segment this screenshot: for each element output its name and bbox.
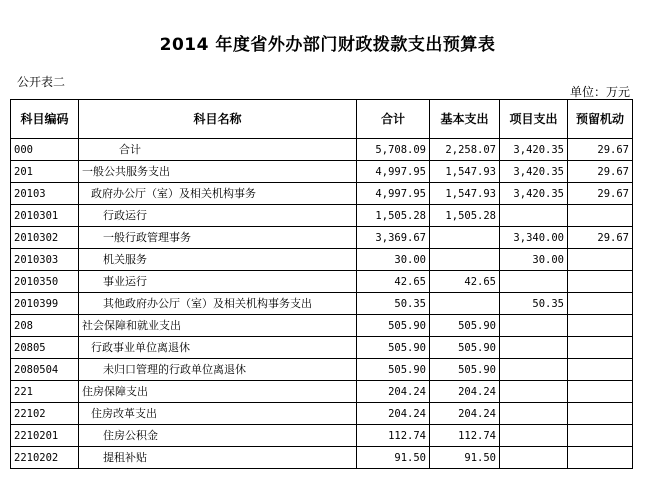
- table-row: [11, 271, 633, 293]
- cell-code: 22102: [11, 403, 79, 425]
- cell-reserve: [568, 425, 633, 447]
- cell-project: [500, 447, 568, 469]
- cell-basic: 2,258.07: [430, 139, 500, 161]
- cell-reserve: [568, 337, 633, 359]
- header-project: 项目支出: [500, 100, 568, 139]
- cell-total: 4,997.95: [357, 183, 430, 205]
- cell-project: [500, 315, 568, 337]
- cell-code: 000: [11, 139, 79, 161]
- table-row: [11, 293, 633, 315]
- cell-basic: 1,505.28: [430, 205, 500, 227]
- cell-total: 112.74: [357, 425, 430, 447]
- table-row: [11, 227, 633, 249]
- cell-name: 合计: [79, 139, 357, 161]
- cell-basic: 505.90: [430, 359, 500, 381]
- cell-code: 20805: [11, 337, 79, 359]
- cell-reserve: 29.67: [568, 139, 633, 161]
- cell-code: 2010303: [11, 249, 79, 271]
- cell-name: 一般行政管理事务: [79, 227, 357, 249]
- cell-basic: 42.65: [430, 271, 500, 293]
- table-row: [11, 359, 633, 381]
- cell-total: 42.65: [357, 271, 430, 293]
- cell-basic: 112.74: [430, 425, 500, 447]
- cell-name: 未归口管理的行政单位离退休: [79, 359, 357, 381]
- cell-project: 3,420.35: [500, 183, 568, 205]
- cell-total: 3,369.67: [357, 227, 430, 249]
- cell-total: 204.24: [357, 403, 430, 425]
- cell-project: [500, 403, 568, 425]
- cell-project: 50.35: [500, 293, 568, 315]
- cell-code: 2210202: [11, 447, 79, 469]
- cell-basic: 1,547.93: [430, 161, 500, 183]
- cell-project: [500, 205, 568, 227]
- cell-total: 4,997.95: [357, 161, 430, 183]
- cell-name: 住房改革支出: [79, 403, 357, 425]
- cell-reserve: [568, 293, 633, 315]
- cell-code: 2010302: [11, 227, 79, 249]
- cell-code: 221: [11, 381, 79, 403]
- cell-name: 住房公积金: [79, 425, 357, 447]
- cell-basic: 505.90: [430, 337, 500, 359]
- page-title: 2014 年度省外办部门财政拨款支出预算表: [159, 35, 496, 55]
- cell-basic: 1,547.93: [430, 183, 500, 205]
- cell-project: 30.00: [500, 249, 568, 271]
- cell-code: 2080504: [11, 359, 79, 381]
- cell-total: 30.00: [357, 249, 430, 271]
- cell-reserve: [568, 403, 633, 425]
- cell-code: 2210201: [11, 425, 79, 447]
- cell-total: 505.90: [357, 337, 430, 359]
- cell-code: 2010399: [11, 293, 79, 315]
- cell-code: 201: [11, 161, 79, 183]
- cell-name: 机关服务: [79, 249, 357, 271]
- table-row: [11, 139, 633, 161]
- cell-reserve: [568, 447, 633, 469]
- cell-code: 20103: [11, 183, 79, 205]
- cell-project: [500, 425, 568, 447]
- cell-total: 505.90: [357, 359, 430, 381]
- cell-basic: 91.50: [430, 447, 500, 469]
- cell-reserve: [568, 359, 633, 381]
- cell-code: 2010301: [11, 205, 79, 227]
- cell-name: 住房保障支出: [79, 381, 357, 403]
- table-label: 公开表二: [17, 75, 66, 89]
- cell-name: 社会保障和就业支出: [79, 315, 357, 337]
- cell-reserve: [568, 271, 633, 293]
- cell-reserve: [568, 205, 633, 227]
- cell-reserve: 29.67: [568, 227, 633, 249]
- table-row: [11, 249, 633, 271]
- table-row: [11, 381, 633, 403]
- cell-code: 208: [11, 315, 79, 337]
- cell-name: 行政事业单位离退休: [79, 337, 357, 359]
- cell-total: 204.24: [357, 381, 430, 403]
- cell-project: [500, 337, 568, 359]
- cell-project: [500, 271, 568, 293]
- table-row: [11, 183, 633, 205]
- cell-basic: 204.24: [430, 403, 500, 425]
- table-row: [11, 315, 633, 337]
- cell-total: 5,708.09: [357, 139, 430, 161]
- table-row: [11, 425, 633, 447]
- cell-basic: [430, 227, 500, 249]
- cell-basic: 204.24: [430, 381, 500, 403]
- table-row: [11, 403, 633, 425]
- cell-total: 50.35: [357, 293, 430, 315]
- cell-name: 政府办公厅（室）及相关机构事务: [79, 183, 357, 205]
- cell-basic: 505.90: [430, 315, 500, 337]
- cell-total: 1,505.28: [357, 205, 430, 227]
- cell-reserve: 29.67: [568, 161, 633, 183]
- cell-name: 一般公共服务支出: [79, 161, 357, 183]
- cell-name: 行政运行: [79, 205, 357, 227]
- cell-reserve: [568, 381, 633, 403]
- cell-total: 91.50: [357, 447, 430, 469]
- cell-total: 505.90: [357, 315, 430, 337]
- cell-reserve: [568, 315, 633, 337]
- table-row: [11, 337, 633, 359]
- table-header-row: [11, 100, 633, 139]
- header-name: 科目名称: [79, 100, 357, 139]
- header-basic: 基本支出: [430, 100, 500, 139]
- header-total: 合计: [357, 100, 430, 139]
- cell-name: 其他政府办公厅（室）及相关机构事务支出: [79, 293, 357, 315]
- cell-basic: [430, 293, 500, 315]
- budget-table: [10, 99, 633, 469]
- cell-project: 3,420.35: [500, 139, 568, 161]
- cell-project: [500, 359, 568, 381]
- header-code: 科目编码: [11, 100, 79, 139]
- table-row: [11, 447, 633, 469]
- cell-project: [500, 381, 568, 403]
- unit-label: 单位：万元: [569, 85, 630, 99]
- cell-code: 2010350: [11, 271, 79, 293]
- cell-basic: [430, 249, 500, 271]
- table-row: [11, 161, 633, 183]
- cell-reserve: [568, 249, 633, 271]
- table-row: [11, 205, 633, 227]
- cell-name: 事业运行: [79, 271, 357, 293]
- cell-name: 提租补贴: [79, 447, 357, 469]
- cell-project: 3,340.00: [500, 227, 568, 249]
- cell-reserve: 29.67: [568, 183, 633, 205]
- header-reserve: 预留机动: [568, 100, 633, 139]
- cell-project: 3,420.35: [500, 161, 568, 183]
